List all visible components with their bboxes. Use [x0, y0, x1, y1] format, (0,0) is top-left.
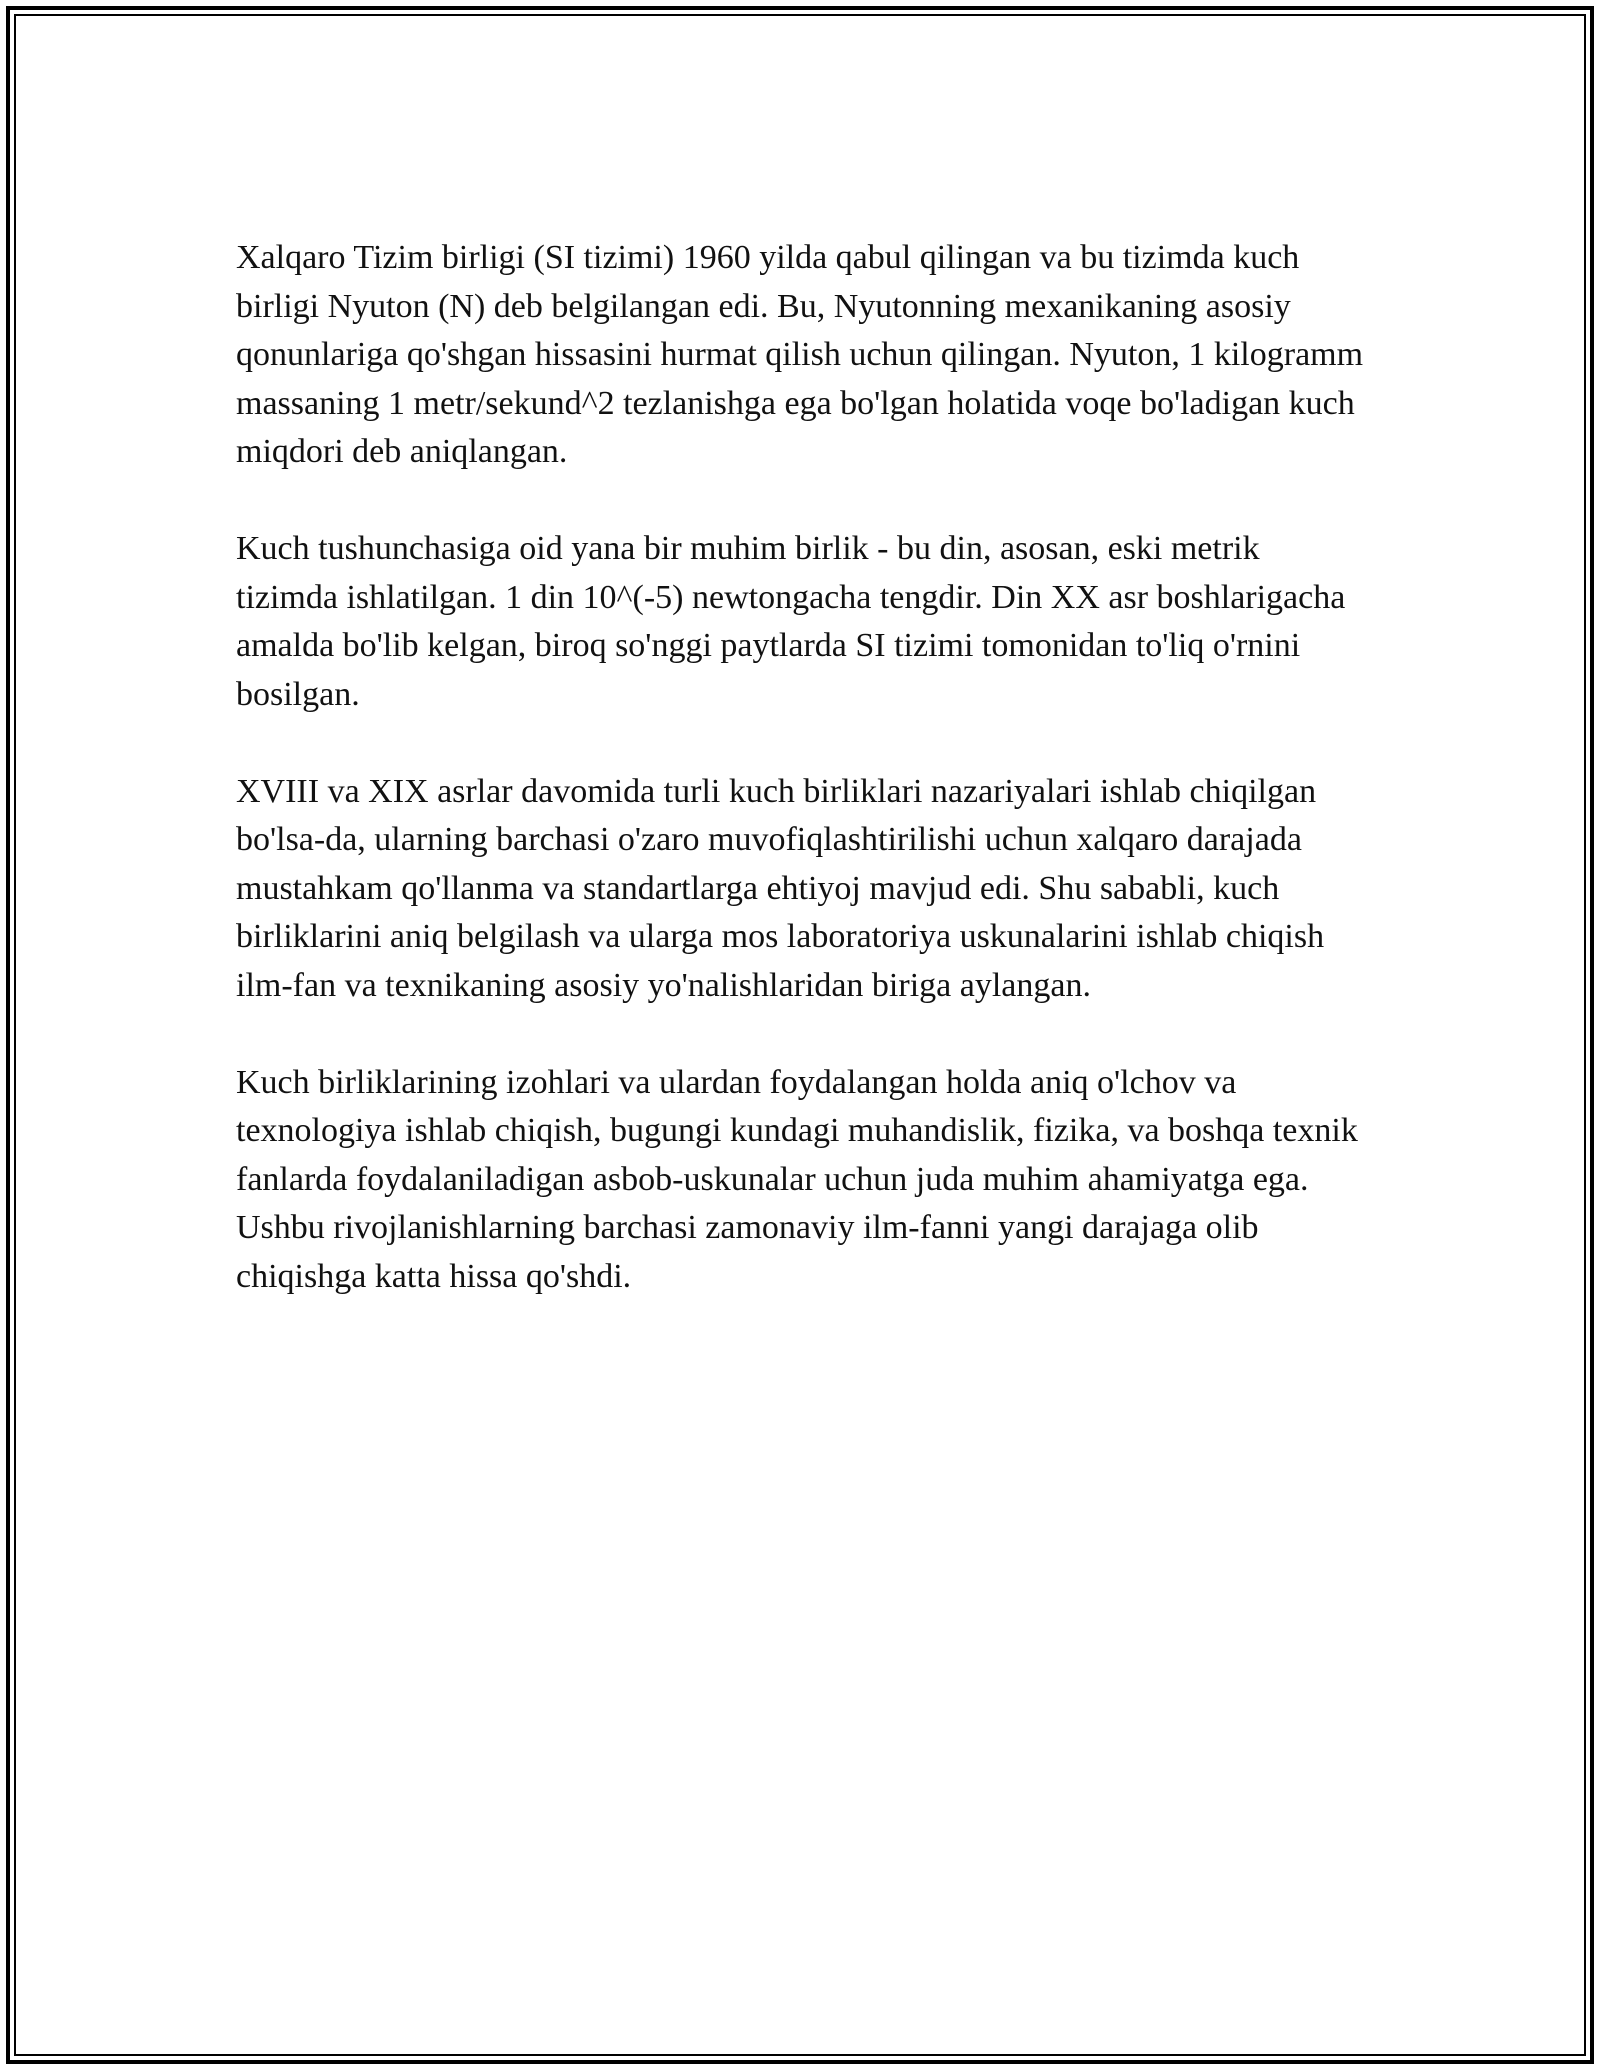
document-body	[236, 234, 1366, 1350]
paragraph-history-standards: XVIII va XIX asrlar davomida turli kuch birliklari nazariyalari ishlab chiqilgan bo'lsa-da, ularning barchasi o'zaro muvofiqlashtirilishi uchun xalqaro darajada mustahkam qo'llanma va standartlarga ehtiyoj mavjud edi. Shu sababli, kuch birliklarini aniq belgilash va ularga mos laboratoriya uskunalarini ishlab chiqish ilm-fan va texnikaning asosiy yo'nalishlaridan biriga aylangan.	[236, 772, 1325, 1004]
paragraph-si-system: Xalqaro Tizim birligi (SI tizimi) 1960 yilda qabul qilingan va bu tizimda kuch birligi Nyuton (N) deb belgilangan edi. Bu, Nyutonning mexanikaning asosiy qonunlariga qo'shgan hissasini hurmat qilish uchun qilingan. Nyuton, 1 kilogramm massaning 1 metr/sekund^2 tezlanishga ega bo'lgan holatida voqe bo'ladigan kuch miqdori deb aniqlangan.	[236, 239, 1364, 470]
paragraph-modern-importance: Kuch birliklarining izohlari va ulardan foydalangan holda aniq o'lchov va texnologiya ishlab chiqish, bugungi kundagi muhandislik, fizika, va boshqa texnik fanlarda foydalaniladigan asbob-uskunalar uchun juda muhim ahamiyatga ega. Ushbu rivojlanishlarning barchasi zamonaviy ilm-fanni yangi darajaga olib chiqishga katta hissa qo'shdi.	[236, 1063, 1358, 1295]
paragraph-dyne-unit: Kuch tushunchasiga oid yana bir muhim birlik - bu din, asosan, eski metrik tizimda ishlatilgan. 1 din 10^(-5) newtongacha tengdir. Din XX asr boshlarigacha amalda bo'lib kelgan, biroq so'nggi paytlarda SI tizimi tomonidan to'liq o'rnini bosilgan.	[236, 530, 1346, 713]
